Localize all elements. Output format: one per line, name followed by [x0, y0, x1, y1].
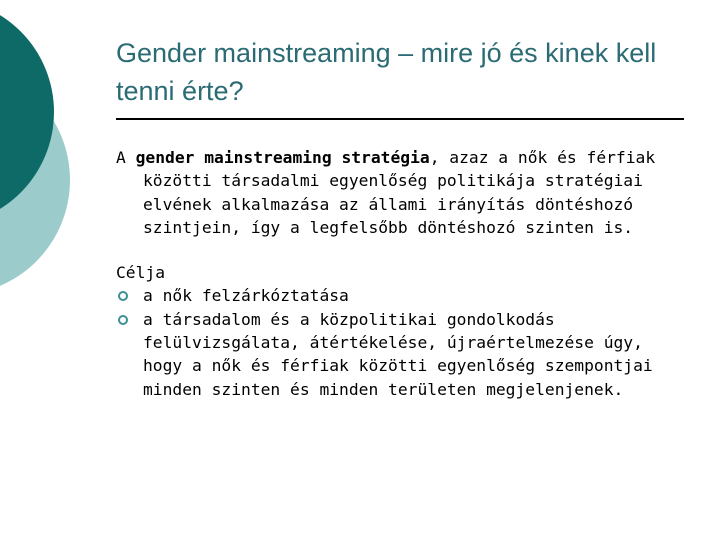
intro-prefix: A — [116, 148, 136, 167]
slide-title: Gender mainstreaming – mire jó és kinek kell tenni érte? — [116, 38, 657, 106]
goal-heading: Célja — [116, 263, 166, 283]
intro-rest: , azaz a nők és férfiak közötti társadalmi egyenlőség politikája stratégiai elvének alkalmazása az állami irányítás döntéshozó szintjein, így a legfelsőbb döntéshozó szinten is. — [143, 148, 656, 237]
goal-list — [116, 284, 686, 400]
goal-text: a társadalom és a közpolitikai gondolkodás felülvizsgálata, átértékelése, újraértelmezése úgy, hogy a nők és férfiak közötti egyenlőség szempontjai minden szinten és minden területen megjelenjenek. — [143, 309, 653, 399]
goal-item — [116, 308, 686, 401]
ring-bullet-icon — [118, 291, 128, 301]
goal-text: a nők felzárkóztatása — [143, 286, 349, 306]
ring-bullet-icon — [118, 315, 128, 325]
goal-item — [116, 284, 686, 307]
decorative-circles — [0, 0, 80, 300]
title-divider — [116, 118, 684, 120]
intro-highlight: gender mainstreaming stratégia — [135, 148, 430, 167]
intro-paragraph — [116, 146, 686, 239]
slide-body — [116, 146, 686, 401]
